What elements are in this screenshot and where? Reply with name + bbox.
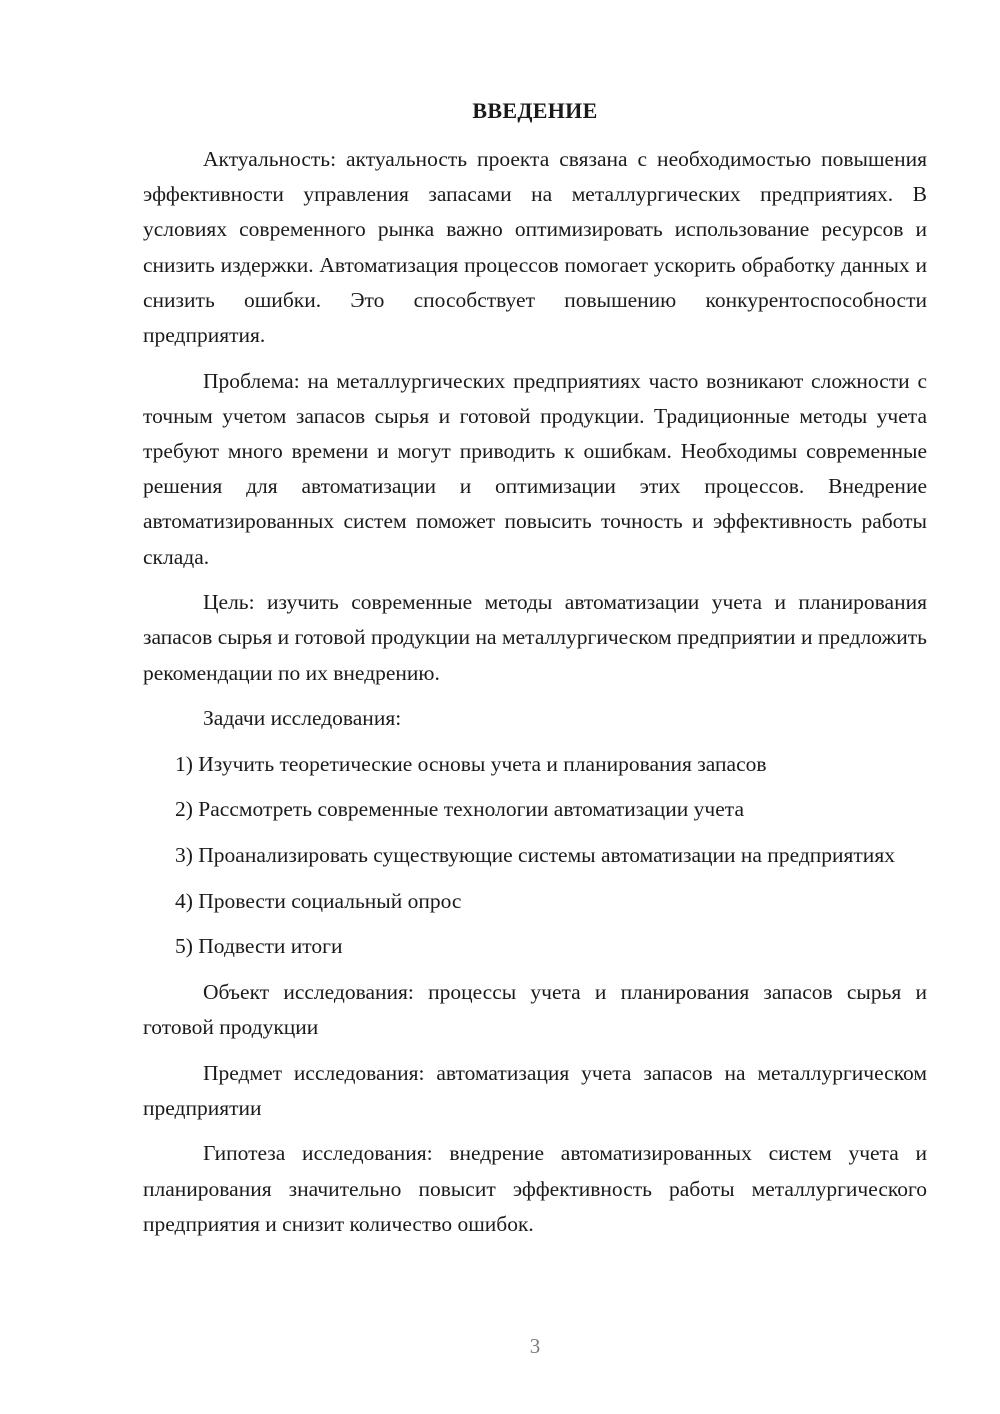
section-heading: ВВЕДЕНИЕ (472, 98, 598, 123)
list-item: 3) Проанализировать существующие системы автоматизации на предприятиях (175, 843, 895, 867)
list-item: 5) Подвести итоги (175, 934, 343, 959)
hypothesis-paragraph: Гипотеза исследования: внедрение автоматизированных систем учета и планирования значительно повысит эффективность работы металлургического предприятия и снизит количество ошибок. (143, 1141, 927, 1236)
list-item: 1) Изучить теоретические основы учета и планирования запасов (175, 751, 767, 776)
task-list (143, 747, 927, 965)
document-body (143, 142, 927, 1242)
relevance-paragraph: Актуальность: актуальность проекта связана с необходимостью повышения эффективности управления запасами на металлургических предприятиях. В условиях современного рынка важно оптимизировать использование ресурсов и снизить издержки. Автоматизация процессов помогает ускорить обработку данных и снизить ошибки. Это способствует повышению конкурентоспособности предприятия. (143, 147, 927, 348)
list-item: 4) Провести социальный опрос (175, 888, 462, 913)
goal-paragraph: Цель: изучить современные методы автоматизации учета и планирования запасов сырья и готовой продукции на металлургическом предприятии и предложить рекомендации по их внедрению. (143, 590, 927, 685)
document-page (143, 0, 927, 1414)
problem-paragraph: Проблема: на металлургических предприятиях часто возникают сложности с точным учетом запасов сырья и готовой продукции. Традиционные методы учета требуют много времени и могут приводить к ошибкам. Необходимы современные решения для автоматизации и оптимизации этих процессов. Внедрение автоматизированных систем поможет повысить точность и эффективность работы склада. (143, 368, 927, 569)
tasks-intro: Задачи исследования: (203, 706, 402, 731)
subject-paragraph: Предмет исследования: автоматизация учета запасов на металлургическом предприятии (143, 1060, 927, 1120)
page-number: 3 (529, 1334, 541, 1358)
object-paragraph: Объект исследования: процессы учета и планирования запасов сырья и готовой продукции (143, 979, 927, 1039)
list-item: 2) Рассмотреть современные технологии автоматизации учета (175, 797, 744, 822)
